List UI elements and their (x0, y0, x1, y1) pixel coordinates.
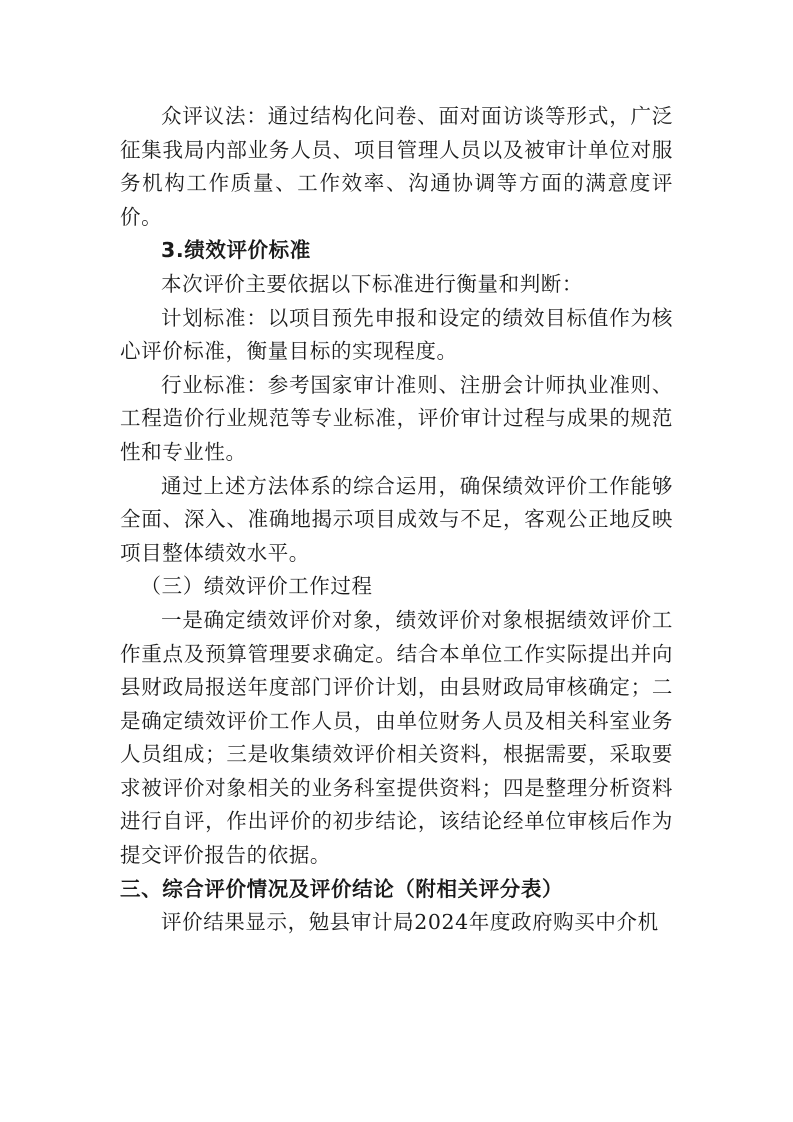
paragraph-plan-standard: 计划标准：以项目预先申报和设定的绩效目标值作为核心评价标准，衡量目标的实现程度。 (120, 305, 673, 364)
paragraph-standards-intro: 本次评价主要依据以下标准进行衡量和判断： (161, 271, 583, 296)
paragraph-evaluation-result: 评价结果显示，勉县审计局2024年度政府购买中介机 (161, 910, 659, 935)
section-heading-performance-standards: 3.绩效评价标准 (161, 238, 311, 263)
paragraph-public-review-method: 众评议法：通过结构化问卷、面对面访谈等形式，广泛征集我局内部业务人员、项目管理人员以及被审计单位对服务机构工作质量、工作效率、沟通协调等方面的满意度评价。 (120, 104, 673, 229)
section-heading-comprehensive-evaluation: 三、综合评价情况及评价结论（附相关评分表） (120, 876, 564, 901)
paragraph-evaluation-process: 一是确定绩效评价对象，绩效评价对象根据绩效评价工作重点及预算管理要求确定。结合本单位工作实际提出并向县财政局报送年度部门评价计划，由县财政局审核确定；二是确定绩效评价工作人员，由单位财务人员及相关科室业务人员组成；三是收集绩效评价相关资料，根据需要，采取要求被评价对象相关的业务科室提供资料；四是整理分析资料进行自评，作出评价的初步结论，该结论经单位审核后作为提交评价报告的依据。 (120, 607, 673, 868)
section-heading-evaluation-process: （三）绩效评价工作过程 (140, 574, 373, 599)
paragraph-industry-standard: 行业标准：参考国家审计准则、注册会计师执业准则、工程造价行业规范等专业标准，评价审计过程与成果的规范性和专业性。 (120, 372, 673, 464)
paragraph-method-summary: 通过上述方法体系的综合运用，确保绩效评价工作能够全面、深入、准确地揭示项目成效与不足，客观公正地反映项目整体绩效水平。 (120, 473, 673, 565)
